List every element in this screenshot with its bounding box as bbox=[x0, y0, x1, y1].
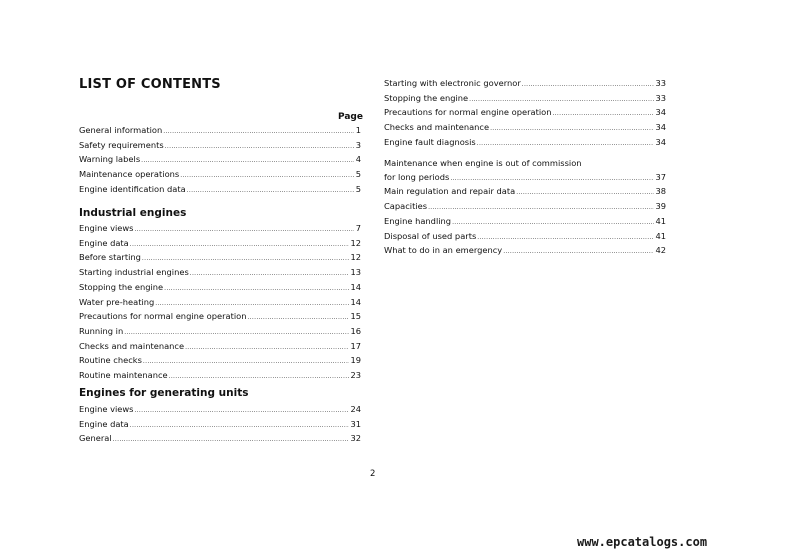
dot-leader bbox=[452, 216, 654, 230]
toc-entry bbox=[79, 432, 361, 447]
toc-entry-title: Disposal of used parts bbox=[384, 230, 477, 241]
toc-entry-title: Capacities bbox=[384, 201, 428, 212]
toc-entry-title: Checks and maintenance bbox=[79, 340, 185, 351]
toc-entry bbox=[79, 281, 361, 296]
toc-entry-page: 4 bbox=[355, 154, 361, 165]
toc-entry bbox=[79, 153, 361, 168]
toc-entry bbox=[384, 200, 666, 215]
section-heading-generating: Engines for generating units bbox=[79, 387, 249, 399]
toc-entry-page: 5 bbox=[355, 183, 361, 194]
toc-entry bbox=[79, 183, 361, 198]
dot-leader bbox=[180, 169, 354, 183]
toc-entry-page: 23 bbox=[350, 370, 361, 381]
toc-entry-page: 14 bbox=[350, 296, 361, 307]
toc-entry-title: Engine identification data bbox=[79, 183, 186, 194]
toc-entry-page: 34 bbox=[655, 107, 666, 118]
toc-entry-title: Safety requirements bbox=[79, 139, 164, 150]
dot-leader bbox=[490, 122, 654, 136]
toc-entry-title: What to do in an emergency bbox=[384, 245, 503, 256]
toc-entry-title: Precautions for normal engine operation bbox=[384, 107, 552, 118]
toc-entry-page: 41 bbox=[655, 230, 666, 241]
toc-entry bbox=[79, 124, 361, 139]
toc-entry-page: 41 bbox=[655, 215, 666, 226]
dot-leader bbox=[113, 433, 350, 447]
toc-entry-title: Routine checks bbox=[79, 355, 142, 366]
toc-entry bbox=[79, 325, 361, 340]
dot-leader bbox=[503, 245, 654, 259]
dot-leader bbox=[130, 238, 350, 252]
toc-entry-title: Stopping the engine bbox=[384, 92, 469, 103]
toc-entry-title: Warning labels bbox=[79, 154, 141, 165]
toc-entry-title: Engine handling bbox=[384, 215, 452, 226]
toc-list-right-column-2 bbox=[384, 157, 666, 259]
dot-leader bbox=[141, 154, 354, 168]
toc-entry bbox=[384, 244, 666, 259]
toc-entry-page: 24 bbox=[350, 404, 361, 414]
toc-entry bbox=[79, 418, 361, 433]
toc-entry-title: Maintenance operations bbox=[79, 169, 180, 180]
toc-entry-page: 14 bbox=[350, 281, 361, 292]
toc-entry-title: Engine fault diagnosis bbox=[384, 136, 476, 147]
toc-entry-title: Before starting bbox=[79, 252, 141, 263]
toc-entry-page: 42 bbox=[655, 245, 666, 256]
toc-entry bbox=[384, 171, 666, 186]
toc-entry-page: 33 bbox=[655, 92, 666, 103]
toc-entry-page: 16 bbox=[350, 325, 361, 336]
toc-list-general bbox=[79, 124, 361, 198]
dot-leader bbox=[155, 297, 349, 311]
dot-leader bbox=[469, 93, 654, 107]
toc-entry-page: 31 bbox=[350, 418, 361, 429]
page-column-label: Page bbox=[338, 112, 363, 122]
toc-entry-title: Engine data bbox=[79, 418, 129, 429]
toc-entry bbox=[384, 215, 666, 230]
toc-entry bbox=[79, 222, 361, 237]
toc-entry-page: 32 bbox=[350, 433, 361, 444]
toc-entry-title: Engine views bbox=[79, 404, 134, 414]
toc-entry bbox=[384, 230, 666, 245]
toc-entry-page: 38 bbox=[655, 186, 666, 197]
toc-entry bbox=[384, 106, 666, 121]
dot-leader bbox=[142, 252, 350, 266]
toc-entry bbox=[79, 168, 361, 183]
toc-entry bbox=[79, 354, 361, 369]
dot-leader bbox=[477, 137, 655, 151]
toc-entry-title: Engine data bbox=[79, 237, 129, 248]
page-number: 2 bbox=[370, 469, 376, 479]
dot-leader bbox=[130, 419, 350, 433]
toc-entry bbox=[79, 266, 361, 281]
toc-entry-page: 15 bbox=[350, 311, 361, 322]
dot-leader bbox=[143, 355, 350, 369]
toc-entry bbox=[384, 77, 666, 92]
dot-leader bbox=[552, 107, 654, 121]
toc-entry-title: Running in bbox=[79, 325, 124, 336]
section-heading-industrial: Industrial engines bbox=[79, 207, 187, 219]
toc-entry bbox=[79, 237, 361, 252]
toc-entry-title: for long periods bbox=[384, 171, 450, 182]
toc-list-industrial bbox=[79, 222, 361, 384]
toc-entry-title: Routine maintenance bbox=[79, 370, 168, 381]
toc-entry bbox=[79, 403, 361, 418]
toc-entry-page: 7 bbox=[355, 223, 361, 233]
dot-leader bbox=[135, 404, 350, 418]
toc-entry-title: Water pre-heating bbox=[79, 296, 155, 307]
toc-entry bbox=[79, 369, 361, 384]
dot-leader bbox=[428, 201, 654, 215]
toc-entry bbox=[384, 92, 666, 107]
toc-entry-page: 13 bbox=[350, 267, 361, 278]
toc-entry-page: 39 bbox=[655, 201, 666, 212]
watermark: www.epcatalogs.com bbox=[577, 535, 708, 549]
toc-entry bbox=[79, 340, 361, 355]
dot-leader bbox=[124, 326, 349, 340]
toc-entry-title: Stopping the engine bbox=[79, 281, 164, 292]
dot-leader bbox=[185, 341, 349, 355]
toc-entry-page: 33 bbox=[655, 78, 666, 88]
toc-entry-page: 12 bbox=[350, 252, 361, 263]
toc-entry-page: 17 bbox=[350, 340, 361, 351]
toc-entry-title: Precautions for normal engine operation bbox=[79, 311, 247, 322]
toc-list-right-column bbox=[384, 77, 666, 151]
toc-entry-title: Maintenance when engine is out of commission bbox=[384, 158, 582, 168]
toc-entry-title: Starting industrial engines bbox=[79, 267, 189, 278]
toc-entry-title: Main regulation and repair data bbox=[384, 186, 516, 197]
dot-leader bbox=[163, 125, 354, 139]
dot-leader bbox=[165, 140, 354, 154]
toc-entry bbox=[384, 157, 666, 171]
dot-leader bbox=[522, 78, 655, 92]
toc-entry-title: General information bbox=[79, 125, 163, 135]
toc-entry-page: 3 bbox=[355, 139, 361, 150]
dot-leader bbox=[247, 311, 349, 325]
toc-entry bbox=[384, 136, 666, 151]
dot-leader bbox=[516, 186, 654, 200]
toc-entry bbox=[79, 310, 361, 325]
toc-entry bbox=[384, 185, 666, 200]
toc-entry-page: 37 bbox=[655, 171, 666, 182]
toc-entry bbox=[79, 296, 361, 311]
dot-leader bbox=[477, 231, 654, 245]
dot-leader bbox=[187, 184, 354, 198]
toc-entry-page: 1 bbox=[355, 125, 361, 135]
dot-leader bbox=[164, 282, 349, 296]
toc-entry-page: 34 bbox=[655, 136, 666, 147]
toc-entry bbox=[79, 139, 361, 154]
toc-entry-title: Starting with electronic governor bbox=[384, 78, 521, 88]
toc-entry-page: 19 bbox=[350, 355, 361, 366]
toc-entry-title: Checks and maintenance bbox=[384, 122, 490, 133]
toc-entry bbox=[384, 121, 666, 136]
dot-leader bbox=[190, 267, 350, 281]
page-title: LIST OF CONTENTS bbox=[79, 77, 221, 92]
dot-leader bbox=[450, 172, 654, 186]
dot-leader bbox=[169, 370, 350, 384]
toc-entry-page: 34 bbox=[655, 122, 666, 133]
toc-list-generating bbox=[79, 403, 361, 447]
dot-leader bbox=[135, 223, 354, 237]
toc-entry-title: General bbox=[79, 433, 112, 444]
toc-entry-page: 12 bbox=[350, 237, 361, 248]
toc-entry-page: 5 bbox=[355, 169, 361, 180]
toc-entry bbox=[79, 251, 361, 266]
toc-entry-title: Engine views bbox=[79, 223, 134, 233]
